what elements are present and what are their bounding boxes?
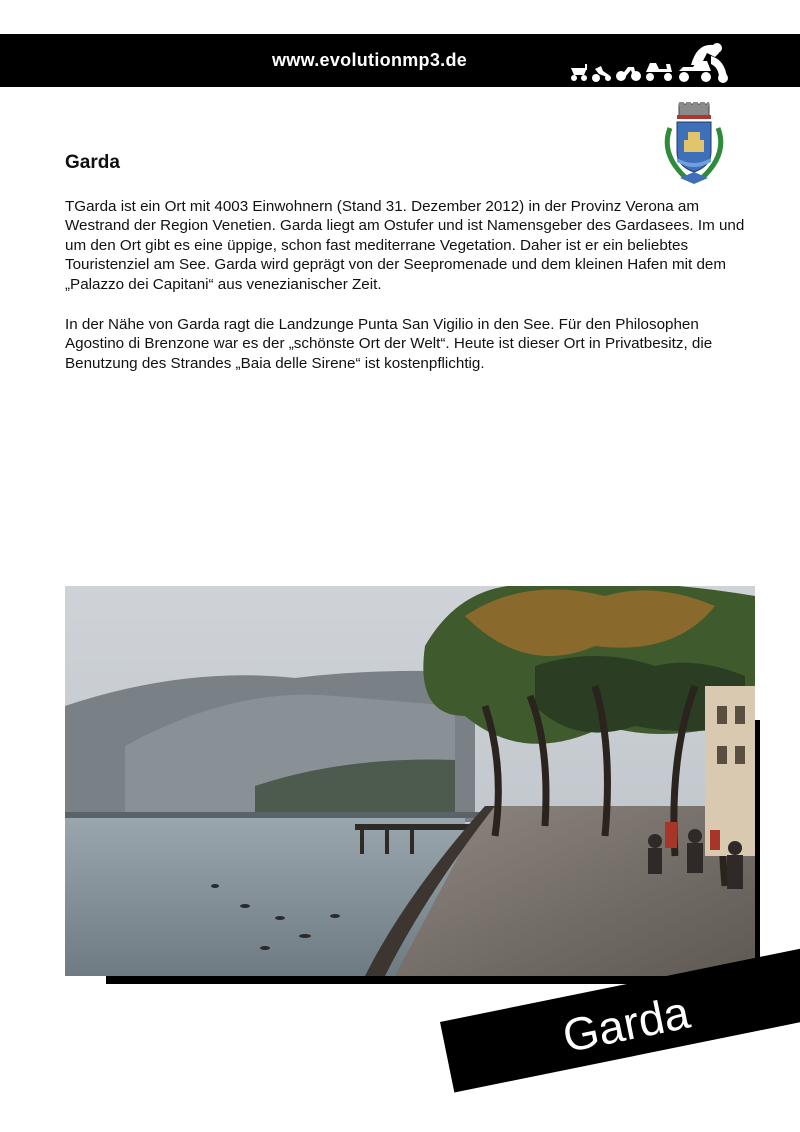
header-bar (0, 34, 800, 87)
second-paragraph: In der Nähe von Garda ragt die Landzunge Punta San Vigilio in den See. Für den Philosophen Agostino di Brenzone war es der „schönste Ort der Welt“. Heute ist dieser Ort in Privatbesitz, die Benutzung des Strandes „Baia delle Sirene“ ist kostenpflichtig. (65, 316, 713, 372)
coat-of-arms-icon (660, 100, 728, 188)
website-url[interactable]: www.evolutionmp3.de (272, 50, 468, 70)
intro-paragraph: TGarda ist ein Ort mit 4003 Einwohnern (Stand 31. Dezember 2012) in der Provinz Verona am Westrand der Region Venetien. Garda liegt am Ostufer und ist Namensgeber des Gardasees. Im und um den Ort gibt es eine üppige, schon fast mediterrane Vegetation. Daher ist er ein beliebtes Touristenziel am See. Garda wird geprägt von der Seepromenade und dem kleinen Hafen mit dem „Palazzo dei Capitani“ aus venezianischer Zeit. (65, 198, 745, 293)
lake-promenade-photo (65, 586, 755, 976)
banner-label: Garda (558, 985, 694, 1063)
vehicles-icon (566, 38, 736, 84)
page-title: Garda (65, 152, 120, 173)
